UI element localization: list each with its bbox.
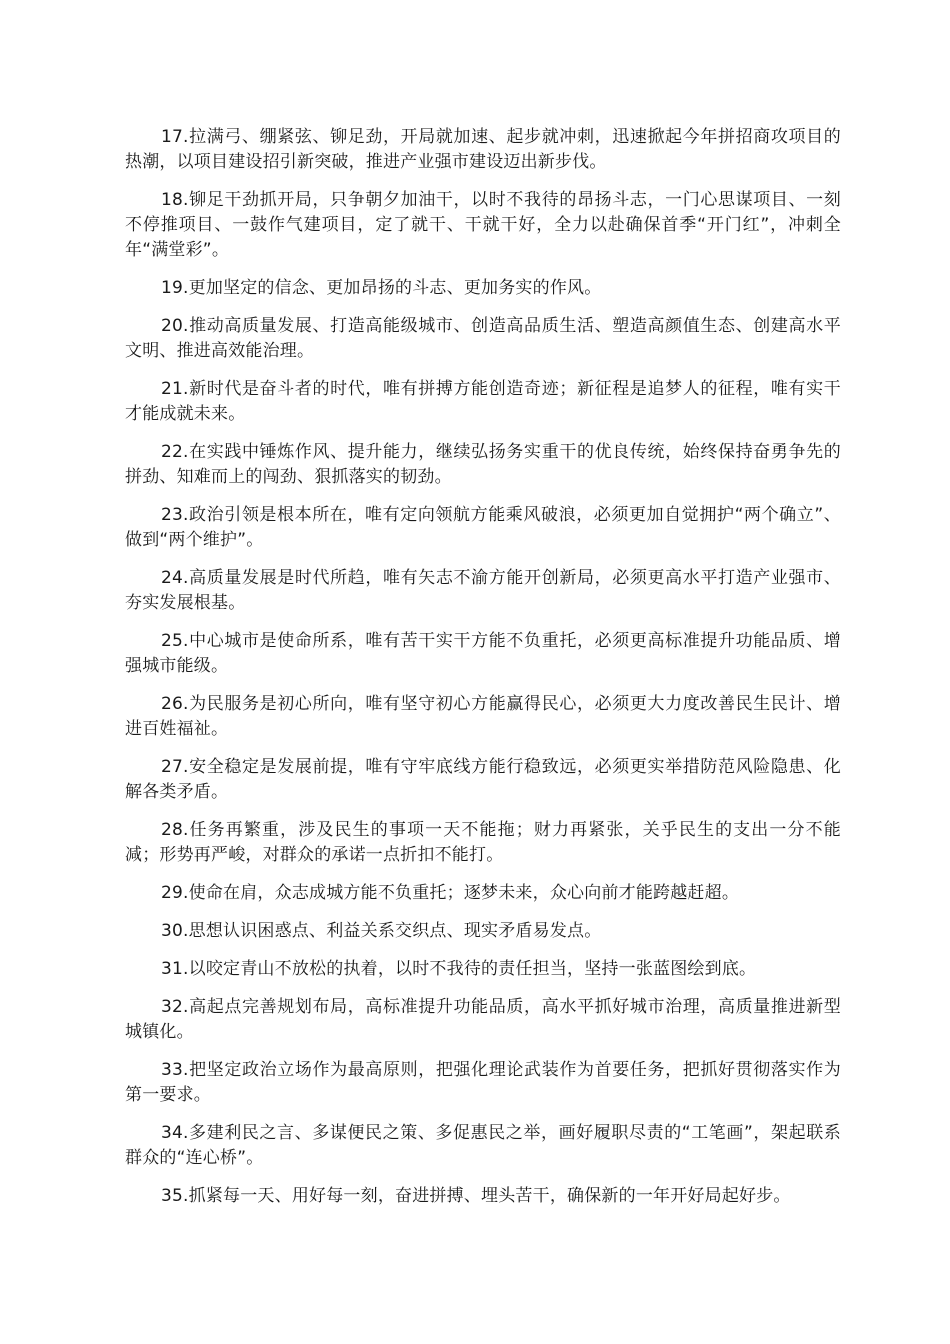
paragraph-23: 23.政治引领是根本所在，唯有定向领航方能乘风破浪，必须更加自觉拥护“两个确立”、做到“两个维护”。 [125,505,841,550]
paragraph-28: 28.任务再繁重，涉及民生的事项一天不能拖；财力再紧张，关乎民生的支出一分不能减；形势再严峻，对群众的承诺一点折扣不能打。 [125,820,841,865]
paragraph-35: 35.抓紧每一天、用好每一刻，奋进拼搏、埋头苦干，确保新的一年开好局起好步。 [161,1186,791,1206]
document-body [125,125,841,1222]
paragraph-25: 25.中心城市是使命所系，唯有苦干实干方能不负重托，必须更高标准提升功能品质、增强城市能级。 [125,631,841,676]
paragraph-19: 19.更加坚定的信念、更加昂扬的斗志、更加务实的作风。 [161,278,602,298]
paragraph-24: 24.高质量发展是时代所趋，唯有矢志不渝方能开创新局，必须更高水平打造产业强市、夯实发展根基。 [125,568,841,613]
paragraph-27: 27.安全稳定是发展前提，唯有守牢底线方能行稳致远，必须更实举措防范风险隐患、化解各类矛盾。 [125,757,841,802]
paragraph-31: 31.以咬定青山不放松的执着，以时不我待的责任担当，坚持一张蓝图绘到底。 [161,959,757,979]
paragraph-26: 26.为民服务是初心所向，唯有坚守初心方能赢得民心，必须更大力度改善民生民计、增进百姓福祉。 [125,694,841,739]
paragraph-17: 17.拉满弓、绷紧弦、铆足劲，开局就加速、起步就冲刺，迅速掀起今年拼招商攻项目的热潮，以项目建设招引新突破，推进产业强市建设迈出新步伐。 [125,127,841,172]
paragraph-32: 32.高起点完善规划布局，高标准提升功能品质，高水平抓好城市治理，高质量推进新型城镇化。 [125,997,841,1042]
paragraph-33: 33.把坚定政治立场作为最高原则，把强化理论武装作为首要任务，把抓好贯彻落实作为第一要求。 [125,1060,841,1105]
paragraph-34: 34.多建利民之言、多谋便民之策、多促惠民之举，画好履职尽责的“工笔画”，架起联系群众的“连心桥”。 [125,1123,841,1168]
paragraph-30: 30.思想认识困惑点、利益关系交织点、现实矛盾易发点。 [161,921,602,941]
paragraph-18: 18.铆足干劲抓开局，只争朝夕加油干，以时不我待的昂扬斗志，一门心思谋项目、一刻不停推项目、一鼓作气建项目，定了就干、干就干好，全力以赴确保首季“开门红”，冲刺全年“满堂彩”。 [125,190,841,260]
paragraph-22: 22.在实践中锤炼作风、提升能力，继续弘扬务实重干的优良传统，始终保持奋勇争先的拼劲、知难而上的闯劲、狠抓落实的韧劲。 [125,442,841,487]
paragraph-20: 20.推动高质量发展、打造高能级城市、创造高品质生活、塑造高颜值生态、创建高水平文明、推进高效能治理。 [125,316,841,361]
paragraph-21: 21.新时代是奋斗者的时代，唯有拼搏方能创造奇迹；新征程是追梦人的征程，唯有实干才能成就未来。 [125,379,841,424]
paragraph-29: 29.使命在肩，众志成城方能不负重托；逐梦未来，众心向前才能跨越赶超。 [161,883,740,903]
